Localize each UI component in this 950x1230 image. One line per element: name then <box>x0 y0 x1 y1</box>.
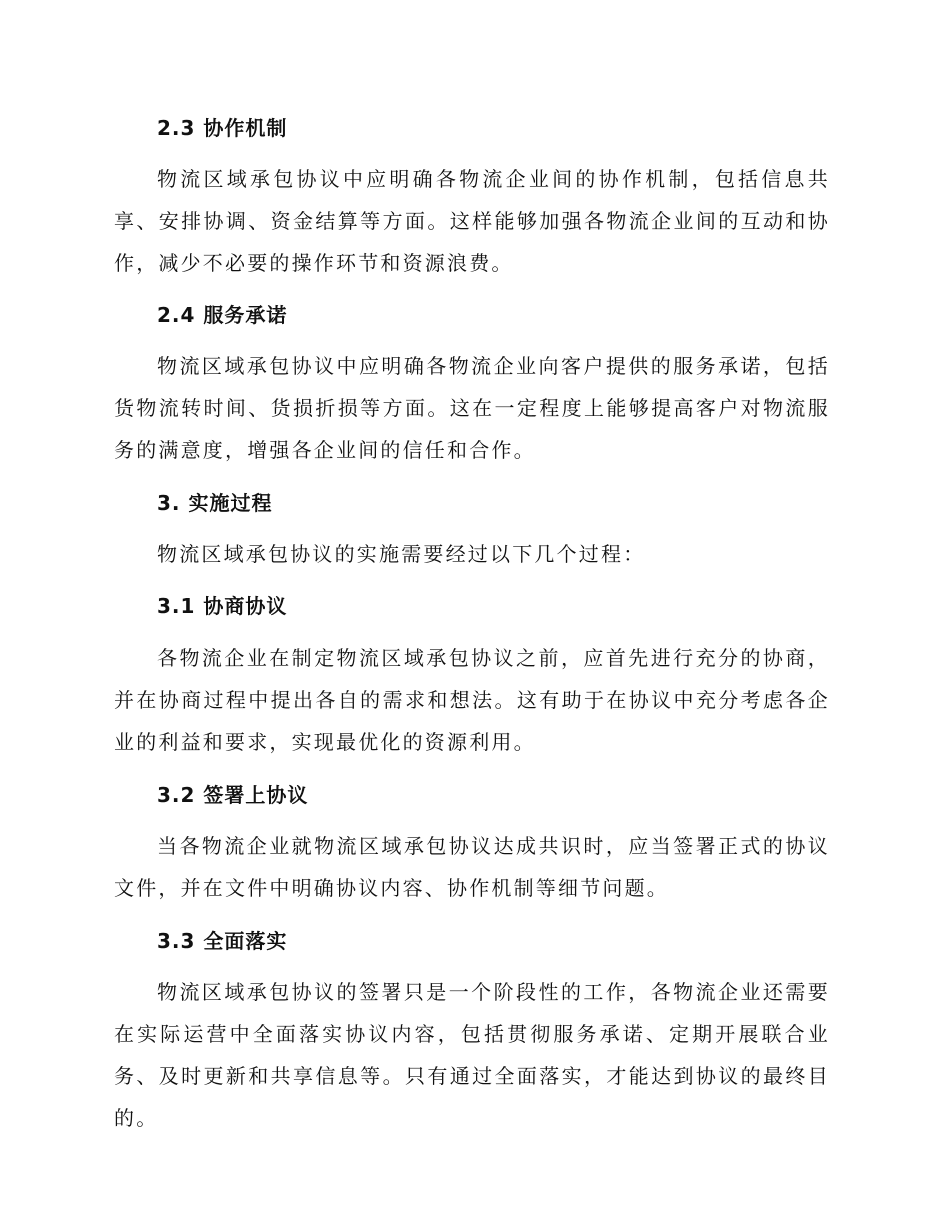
section-paragraph-2-4: 物流区域承包协议中应明确各物流企业向客户提供的服务承诺，包括货物流转时间、货损折损等方面。这在一定程度上能够提高客户对物流服务的满意度，增强各企业间的信任和合作。 <box>114 354 830 462</box>
section-heading-2-3: 2.3 协作机制 <box>157 116 288 140</box>
section-heading-3-2: 3.2 签署上协议 <box>157 783 309 807</box>
section-paragraph-3-1: 各物流企业在制定物流区域承包协议之前，应首先进行充分的协商，并在协商过程中提出各自的需求和想法。这有助于在协议中充分考虑各企业的利益和要求，实现最优化的资源利用。 <box>114 646 830 754</box>
section-heading-3: 3. 实施过程 <box>157 491 273 515</box>
section-paragraph-2-3: 物流区域承包协议中应明确各物流企业间的协作机制，包括信息共享、安排协调、资金结算等方面。这样能够加强各物流企业间的互动和协作，减少不必要的操作环节和资源浪费。 <box>114 167 830 275</box>
section-paragraph-3: 物流区域承包协议的实施需要经过以下几个过程： <box>157 542 646 566</box>
section-heading-2-4: 2.4 服务承诺 <box>157 303 288 327</box>
section-paragraph-3-2: 当各物流企业就物流区域承包协议达成共识时，应当签署正式的协议文件，并在文件中明确协议内容、协作机制等细节问题。 <box>114 834 830 900</box>
section-heading-3-1: 3.1 协商协议 <box>157 594 288 618</box>
section-heading-3-3: 3.3 全面落实 <box>157 929 288 953</box>
section-paragraph-3-3: 物流区域承包协议的签署只是一个阶段性的工作，各物流企业还需要在实际运营中全面落实协议内容，包括贯彻服务承诺、定期开展联合业务、及时更新和共享信息等。只有通过全面落实，才能达到协议的最终目的。 <box>114 980 830 1130</box>
